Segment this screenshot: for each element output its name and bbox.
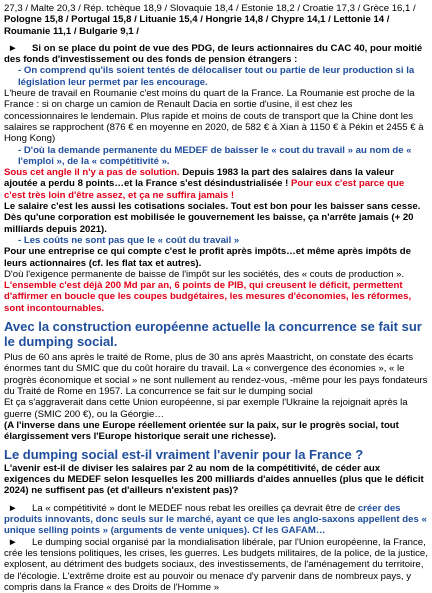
section1-tax-paragraph: D'où l'exigence permanente de baisse de l'impôt sur les sociétés, des « couts de production ». xyxy=(4,268,405,280)
section1-no-solution: Sous cet angle il n'y a pas de solution. Depuis 1983 la part des salaires dans la valeur ajoutée a perdu 8 points…et la France s'est désindustrialisée ! Pour eux c'est parce que c'est très loin d'être assez, et ça ne suffira jamais ! xyxy=(4,167,405,201)
section1-medef-demand: - D'où la demande permanente du MEDEF de baisser le « cout du travail » au nom de « l'emploi », de la « compétitivité ». xyxy=(18,144,412,167)
section2-paragraph-3: (A l'inverse dans une Europe réellement orientée sur la paix, sur le progrès social, tout élargissement vers l'Europe historique serait une richesse). xyxy=(4,419,399,443)
section1-costs-point: - Les coûts ne sont pas que le « coût du travail » xyxy=(18,234,240,246)
section2-paragraph-2: Et ça s'aggraverait dans cette Union européenne, si par exemple l'Ukraine la rejoignait après la guerre (SMIC 200 €), ou la Géorgie… xyxy=(4,397,408,420)
section3-paragraph-1: L'avenir est-il de diviser les salaires par 2 au nom de la compétitivité, de céder aux exigences du MEDEF selon lesquelles les 200 milliards d'aides annuelles (plus que le déficit 2024) ne suffisent pas (et d'ailleurs n'existent pas)? xyxy=(4,462,424,497)
section3-bullet-competitivite: ► La « compétitivité » dont le MEDEF nous rebat les oreilles ça devrait être de créer des produits innovants, donc seuls sur le marché, ayant ce que les anglo-saxons appellent des « unique selling points » (arguments de vente uniques). Cf les GAFAM… xyxy=(4,502,427,537)
section1-point-delocalisation: - On comprend qu'ils soient tentés de délocaliser tout ou partie de leur production si la législation leur permet par les encourage. xyxy=(18,65,415,88)
section1-conclusion: L'ensemble c'est déjà 200 Md par an, 6 points de PIB, qui creusent le déficit, permettent d'affirmer en boucle que les coupes budgétaires, les mesures d'économies, les réformes, sont incontournables. xyxy=(4,280,412,314)
section1-intro: ► Si on se place du point de vue des PDG, de leurs actionnaires du CAC 40, pour moitié des fonds d'investissement ou des fonds de pension étrangers : xyxy=(4,42,423,66)
bullet-arrow-icon: ► xyxy=(8,502,18,514)
country-list-line-1: 27,3 / Malte 20,3 / Rép. tchèque 18,9 / Slovaquie 18,4 / Estonie 18,2 / Croatie 17,3 / Grèce 16,1 / xyxy=(4,3,416,14)
section1-romania-paragraph: L'heure de travail en Roumanie c'est moins du quart de la France. La Roumanie est proche de la France : si on charge un camion de Renault Dacia en sortie d'usine, il est chez les concessionnaires le lendemain. Plus rapide et moins de couts de transport que la Chine dont les salaires se rapprochent (876 € en moyenne en 2020, de 582 € à Xian à 1150 € à Pékin et 2455 € à Hong Kong) xyxy=(4,88,424,145)
section3-bullet-dumping: ► Le dumping social organisé par la mondialisation libérale, par l'Union européenne, la France, crée les tensions politiques, les crises, les guerres. Les budgets militaires, de la police, de la justice, explosent, au détriment des budgets sociaux, des investissements, de l'aménagement du territoire, de l'écologie. L'extrême droite est au pouvoir ou menace d'y parvenir dans de nombreux pays, y compris dans la France « des Droits de l'Homme » xyxy=(4,536,428,593)
section1-cotisations: Le salaire c'est les aussi les cotisations sociales. Tout est bon pour les baisser sans cesse. Dès qu'une corporation est mobilisée le gouvernement les baisse, ça n'arrête jamais (+ 20 milliards depuis 2021). xyxy=(4,201,421,235)
country-list-line-3: Roumanie 11,1 / Bulgarie 9,1 / xyxy=(4,25,139,37)
bullet-arrow-icon: ► xyxy=(8,42,18,54)
section3-heading: Le dumping social est-il vraiment l'avenir pour la France ? xyxy=(4,447,364,463)
section2-heading: Avec la construction européenne actuelle la concurrence se fait sur le dumping social. xyxy=(4,319,422,349)
section2-paragraph-1: Plus de 60 ans après le traité de Rome, plus de 30 ans après Maastricht, on constate des écarts énormes tant du SMIC que du coût horaire du travail. La « convergence des économies », « le progrès économique et social » ne sont nullement au rendez-vous, -même pour les pays fondateurs du Traité de Rome en 1957. La concurrence se fait sur le dumping social xyxy=(4,352,428,397)
country-list-line-2: Pologne 15,8 / Portugal 15,8 / Lituanie 15,4 / Hongrie 14,8 / Chypre 14,1 / Lettonie 14 / xyxy=(4,14,390,26)
bullet-arrow-icon: ► xyxy=(8,536,18,548)
section1-profit-paragraph: Pour une entreprise ce qui compte c'est le profit après impôts…et même après impôts de leurs actionnaires (cf. les flat tax et autres). xyxy=(4,246,411,269)
